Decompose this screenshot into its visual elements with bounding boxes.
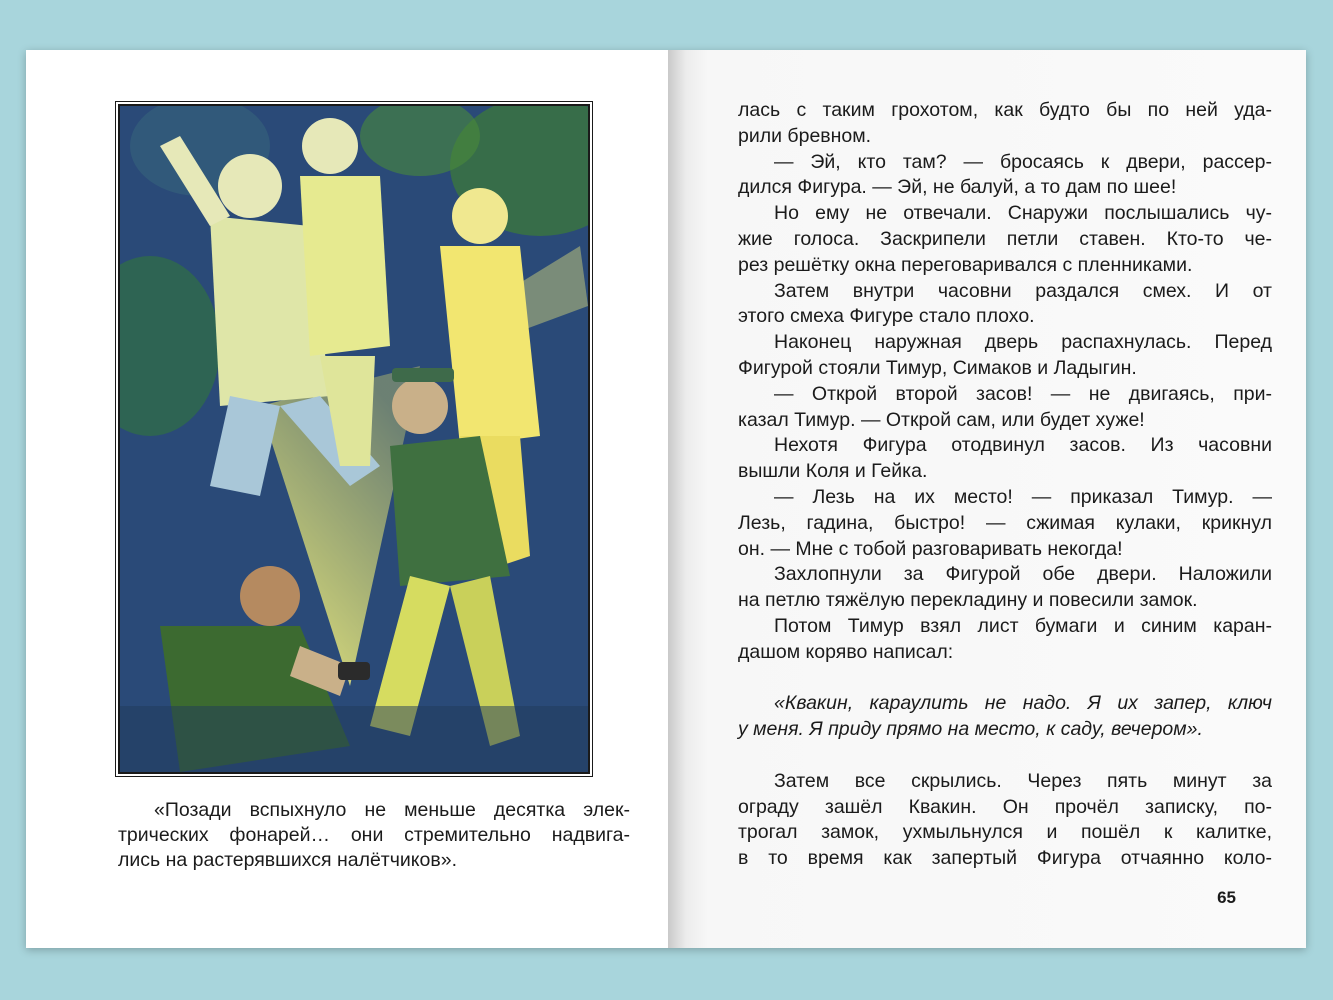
caption-line: «Позади вспыхнуло не меньше десятка элек- bbox=[154, 799, 630, 821]
text-line: казал Тимур. — Открой сам, или будет хуже! bbox=[738, 408, 1145, 431]
text-line: — Эй, кто там? — бросаясь к двери, рассер- bbox=[774, 150, 1272, 173]
text-line bbox=[738, 666, 1272, 692]
text-line: лась с таким грохотом, как будто бы по ней уда- bbox=[738, 99, 1272, 121]
text-line: Затем все скрылись. Через пять минут за bbox=[774, 769, 1272, 792]
text-line: дашом коряво написал: bbox=[738, 640, 954, 663]
text-line: Лезь, гадина, быстро! — сжимая кулаки, крикнул bbox=[738, 511, 1272, 534]
text-line: на петлю тяжёлую перекладину и повесили замок. bbox=[738, 589, 1198, 612]
text-line: у меня. Я приду прямо на место, к саду, вечером». bbox=[738, 718, 1203, 741]
text-line: рез решётку окна переговаривался с пленниками. bbox=[738, 253, 1193, 276]
caption-line: лись на растерявшихся налётчиков». bbox=[118, 849, 458, 871]
text-line: — Лезь на их место! — приказал Тимур. — bbox=[774, 485, 1272, 508]
right-page bbox=[668, 50, 1306, 948]
text-line: ограду зашёл Квакин. Он прочёл записку, по- bbox=[738, 795, 1272, 818]
text-line: Нехотя Фигура отодвинул засов. Из часовни bbox=[774, 434, 1272, 457]
text-line: — Открой второй засов! — не двигаясь, при- bbox=[774, 382, 1272, 405]
text-line: «Квакин, караулить не надо. Я их запер, ключ bbox=[774, 692, 1272, 715]
text-line: Потом Тимур взял лист бумаги и синим каран- bbox=[774, 614, 1272, 637]
illustration-boys-at-night-icon bbox=[120, 106, 588, 772]
text-line: Фигурой стояли Тимур, Симаков и Ладыгин. bbox=[738, 356, 1137, 379]
text-line: Затем внутри часовни раздался смех. И от bbox=[774, 279, 1272, 302]
text-line: вышли Коля и Гейка. bbox=[738, 460, 928, 483]
text-line: дился Фигура. — Эй, не балуй, а то дам по шее! bbox=[738, 176, 1177, 199]
text-line bbox=[738, 743, 1272, 769]
text-line: трогал замок, ухмыльнулся и пошёл к калитке, bbox=[738, 821, 1272, 844]
text-line: он. — Мне с тобой разговаривать некогда! bbox=[738, 537, 1123, 560]
text-line: Но ему не отвечали. Снаружи послышались чу- bbox=[774, 202, 1272, 225]
body-text bbox=[738, 98, 1272, 872]
text-line: жие голоса. Заскрипели петли ставен. Кто-то че- bbox=[738, 227, 1272, 250]
illustration-caption bbox=[118, 798, 630, 873]
text-line: рили бревном. bbox=[738, 124, 872, 147]
left-page bbox=[26, 50, 668, 948]
text-line: этого смеха Фигуре стало плохо. bbox=[738, 305, 1035, 328]
text-line: Захлопнули за Фигурой обе двери. Наложили bbox=[774, 563, 1272, 586]
illustration bbox=[118, 104, 590, 774]
caption-line: трических фонарей… они стремительно надвига- bbox=[118, 824, 630, 846]
text-line: Наконец наружная дверь распахнулась. Перед bbox=[774, 331, 1272, 354]
text-line: в то время как запертый Фигура отчаянно коло- bbox=[738, 847, 1272, 870]
book-spread bbox=[26, 50, 1306, 948]
page-number: 65 bbox=[1217, 888, 1236, 907]
